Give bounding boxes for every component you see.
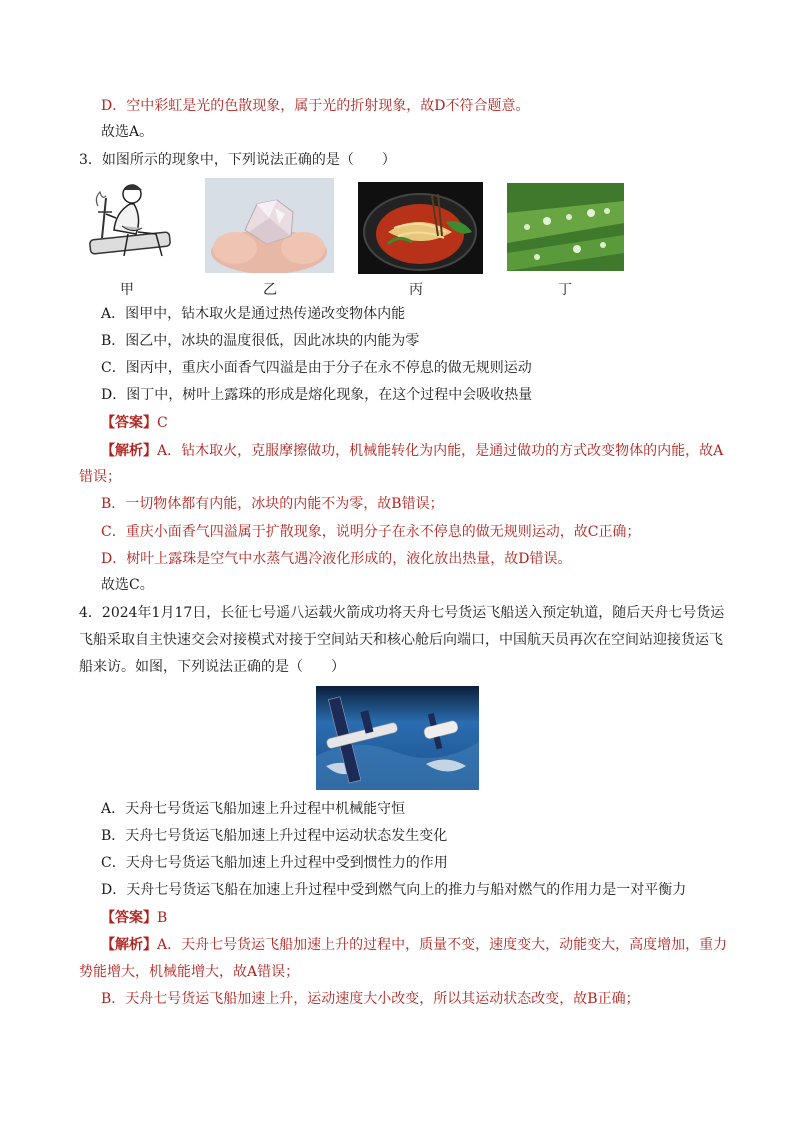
caption-jia: 甲 [120,282,134,298]
answer-label: 【答案】 [101,910,157,926]
dew-image [507,183,624,271]
q3-analysis-line: 错误； [79,469,121,485]
q4-option-a: A．天舟七号货运飞船加速上升过程中机械能守恒 [101,801,406,817]
caption-yi: 乙 [263,282,277,298]
q4-stem-line: 飞船采取自主快速交会对接模式对接于空间站天和核心舱后向端口，中国航天员再次在空间站迎接货运飞 [79,632,723,648]
q3-analysis-line: D．树叶上露珠是空气中水蒸气遇冷液化形成的，液化放出热量，故D错误。 [101,551,572,567]
q4-answer [101,908,167,928]
ice-image [205,178,334,273]
q3-analysis-line: B．一切物体都有内能，冰块的内能不为零，故B错误； [101,496,444,512]
space-station-image [316,686,479,790]
q4-stem-line: 4．2024年1月17日，长征七号遥八运载火箭成功将天舟七号货运飞船送入预定轨道，随后天舟七号货运 [79,605,725,621]
analysis-label: 【解析】 [101,443,157,459]
q4-stem-line: 船来访。如图，下列说法正确的是（ ） [79,659,345,675]
analysis-label: 【解析】 [101,937,157,953]
q4-option-c: C．天舟七号货运飞船加速上升过程中受到惯性力的作用 [101,855,448,871]
q4-option-b: B．天舟七号货运飞船加速上升过程中运动状态发生变化 [101,828,448,844]
q3-answer [101,413,168,433]
noodles-image [358,182,483,274]
caption-bing: 丙 [409,282,423,298]
q4-option-d: D．天舟七号货运飞船在加速上升过程中受到燃气向上的推力与船对燃气的作用力是一对平衡力 [101,882,687,898]
answer-value: C [157,415,168,431]
q3-option-a: A．图甲中，钻木取火是通过热传递改变物体内能 [101,306,406,322]
q3-stem: 3．如图所示的现象中，下列说法正确的是（ ） [79,152,396,168]
q3-option-b: B．图乙中，冰块的温度很低，因此冰块的内能为零 [101,333,420,349]
q4-analysis-line: B．天舟七号货运飞船加速上升，运动速度大小改变，所以其运动状态改变，故B正确； [101,991,640,1007]
caveman-image [72,178,182,274]
q3-option-c: C．图丙中，重庆小面香气四溢是由于分子在永不停息的做无规则运动 [101,360,532,376]
answer-value: B [157,910,168,926]
caption-ding: 丁 [558,282,572,298]
q3-choose: 故选C。 [101,577,154,593]
q3-analysis-line: 【解析】A．钻木取火，克服摩擦做功，机械能转化为内能，是通过做功的方式改变物体的内能，故A [101,443,724,459]
q4-analysis-line: 势能增大，机械能增大，故A错误； [79,964,300,980]
q3-option-d: D．图丁中，树叶上露珠的形成是熔化现象，在这个过程中会吸收热量 [101,387,533,403]
q4-analysis-line: 【解析】A．天舟七号货运飞船加速上升的过程中，质量不变，速度变大，动能变大，高度增加，重力 [101,937,728,953]
answer-label: 【答案】 [101,415,157,431]
prev-choose: 故选A。 [101,124,154,140]
prev-option-d: D．空中彩虹是光的色散现象，属于光的折射现象，故D不符合题意。 [101,98,530,114]
q3-analysis-line: C．重庆小面香气四溢属于扩散现象，说明分子在永不停息的做无规则运动，故C正确； [101,524,641,540]
